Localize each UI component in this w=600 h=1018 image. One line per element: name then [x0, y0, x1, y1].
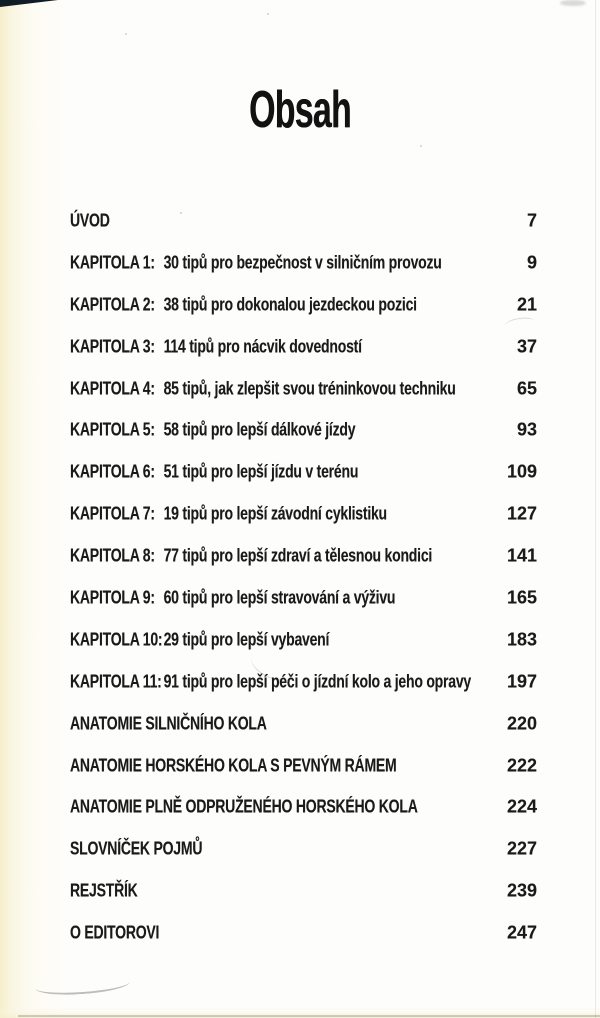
- toc-entry-text: [70, 504, 387, 525]
- toc-entry-label: O EDITOROVI: [70, 922, 160, 943]
- toc-entry-page-number: 165: [506, 587, 537, 608]
- toc-entry-label: KAPITOLA 8:: [70, 545, 155, 566]
- scan-scratch-bottom-left: [34, 973, 130, 998]
- toc-entry-text: [70, 797, 418, 818]
- toc-entry-text: [70, 671, 471, 692]
- toc-entry: [70, 242, 537, 284]
- scan-speck: [125, 33, 127, 35]
- toc-entry-title: 19 tipů pro lepší závodní cyklistiku: [163, 503, 387, 524]
- toc-entry: [70, 326, 537, 368]
- toc-entry-label: KAPITOLA 5:: [70, 419, 155, 440]
- toc-entry: [70, 619, 537, 661]
- toc-entry: [70, 786, 537, 828]
- toc-entry: [70, 200, 537, 242]
- toc-entry-label: KAPITOLA 2:: [70, 294, 155, 315]
- toc-entry: [70, 284, 537, 326]
- toc-entry-title: 114 tipů pro nácvik dovedností: [163, 336, 362, 357]
- toc-entry: [70, 409, 537, 451]
- toc-entry-page-number: 247: [506, 922, 537, 943]
- toc-entry: [70, 912, 537, 954]
- toc-entry: [70, 535, 537, 577]
- table-of-contents: [70, 200, 537, 954]
- toc-entry: [70, 870, 537, 912]
- toc-entry-page-number: 141: [506, 545, 537, 566]
- toc-entry-page-number: 127: [506, 503, 537, 524]
- toc-entry-label: ANATOMIE HORSKÉHO KOLA S PEVNÝM RÁMEM: [70, 755, 397, 776]
- toc-entry-label: KAPITOLA 7:: [70, 503, 155, 524]
- toc-entry-text: [70, 923, 159, 944]
- toc-entry: [70, 493, 537, 535]
- toc-entry-label: KAPITOLA 1:: [70, 252, 155, 273]
- toc-entry-label: KAPITOLA 6:: [70, 461, 155, 482]
- scan-corner-shadow-tl: [0, 0, 58, 7]
- toc-entry-label: KAPITOLA 4:: [70, 378, 155, 398]
- toc-entry-title: 30 tipů pro bezpečnost v silničním provozu: [163, 252, 442, 273]
- toc-entry-page-number: 9: [526, 252, 537, 273]
- toc-entry-text: [70, 587, 395, 608]
- toc-entry-text: [70, 420, 355, 441]
- toc-entry-label: KAPITOLA 11:: [70, 671, 162, 692]
- toc-entry-text: [70, 755, 397, 776]
- toc-entry: [70, 368, 537, 410]
- toc-entry-text: [70, 294, 417, 315]
- toc-entry-title: 58 tipů pro lepší dálkové jízdy: [163, 419, 356, 440]
- toc-entry-text: [70, 713, 267, 734]
- toc-entry-title: 51 tipů pro lepší jízdu v terénu: [163, 461, 359, 482]
- toc-entry-label: KAPITOLA 3:: [70, 336, 155, 357]
- toc-entry-page-number: 227: [506, 838, 537, 859]
- toc-entry-title: 91 tipů pro lepší péči o jízdní kolo a jeho opravy: [163, 671, 471, 692]
- toc-entry-title: 29 tipů pro lepší vybavení: [163, 629, 330, 650]
- toc-entry-label: ÚVOD: [70, 210, 110, 231]
- toc-entry-label: KAPITOLA 9:: [70, 587, 155, 608]
- toc-entry-title: 38 tipů pro dokonalou jezdeckou pozici: [163, 294, 417, 315]
- scan-speck: [420, 145, 422, 147]
- toc-entry-text: [70, 839, 202, 860]
- toc-entry-label: REJSTŘÍK: [70, 880, 138, 901]
- scan-edge-line-right: [595, 0, 596, 1018]
- toc-entry-page-number: 109: [506, 461, 537, 482]
- scan-edge-line-bottom: [18, 1015, 600, 1017]
- toc-entry-page-number: 224: [506, 796, 537, 817]
- toc-entry-text: [70, 336, 362, 357]
- scan-smudge-top-right: [560, 0, 586, 6]
- toc-entry-text: [70, 629, 329, 650]
- toc-entry: [70, 828, 537, 870]
- toc-entry: [70, 661, 537, 703]
- toc-entry: [70, 703, 537, 745]
- page-title: Obsah: [249, 81, 351, 139]
- toc-entry: [70, 577, 537, 619]
- toc-entry-label: ANATOMIE PLNĚ ODPRUŽENÉHO HORSKÉHO KOLA: [70, 796, 418, 817]
- toc-entry-page-number: 220: [506, 713, 537, 734]
- scan-speck: [267, 13, 269, 15]
- page-edge-left-tint: [0, 0, 70, 1018]
- toc-entry-page-number: 183: [506, 629, 537, 650]
- toc-entry-text: [70, 462, 358, 483]
- toc-entry-page-number: 7: [526, 210, 537, 231]
- toc-entry-label: ANATOMIE SILNIČNÍHO KOLA: [70, 713, 267, 734]
- toc-entry-page-number: 65: [516, 378, 537, 398]
- toc-entry-text: [70, 210, 110, 231]
- toc-entry-page-number: 222: [506, 755, 537, 776]
- toc-entry-text: [70, 378, 456, 399]
- toc-entry-page-number: 239: [506, 880, 537, 901]
- toc-entry: [70, 451, 537, 493]
- toc-entry-page-number: 93: [516, 419, 537, 440]
- toc-entry-text: [70, 546, 432, 567]
- toc-entry-label: KAPITOLA 10:: [70, 629, 163, 650]
- toc-entry-label: SLOVNÍČEK POJMŮ: [70, 838, 203, 859]
- toc-entry-text: [70, 881, 138, 902]
- toc-entry-text: [70, 252, 442, 273]
- toc-entry: [70, 745, 537, 787]
- toc-entry-title: 85 tipů, jak zlepšit svou tréninkovou techniku: [163, 378, 456, 398]
- toc-entry-title: 60 tipů pro lepší stravování a výživu: [163, 587, 396, 608]
- toc-entry-title: 77 tipů pro lepší zdraví a tělesnou kondici: [163, 545, 433, 566]
- toc-entry-page-number: 197: [506, 671, 537, 692]
- toc-entry-page-number: 37: [516, 336, 537, 357]
- toc-entry-page-number: 21: [516, 294, 537, 315]
